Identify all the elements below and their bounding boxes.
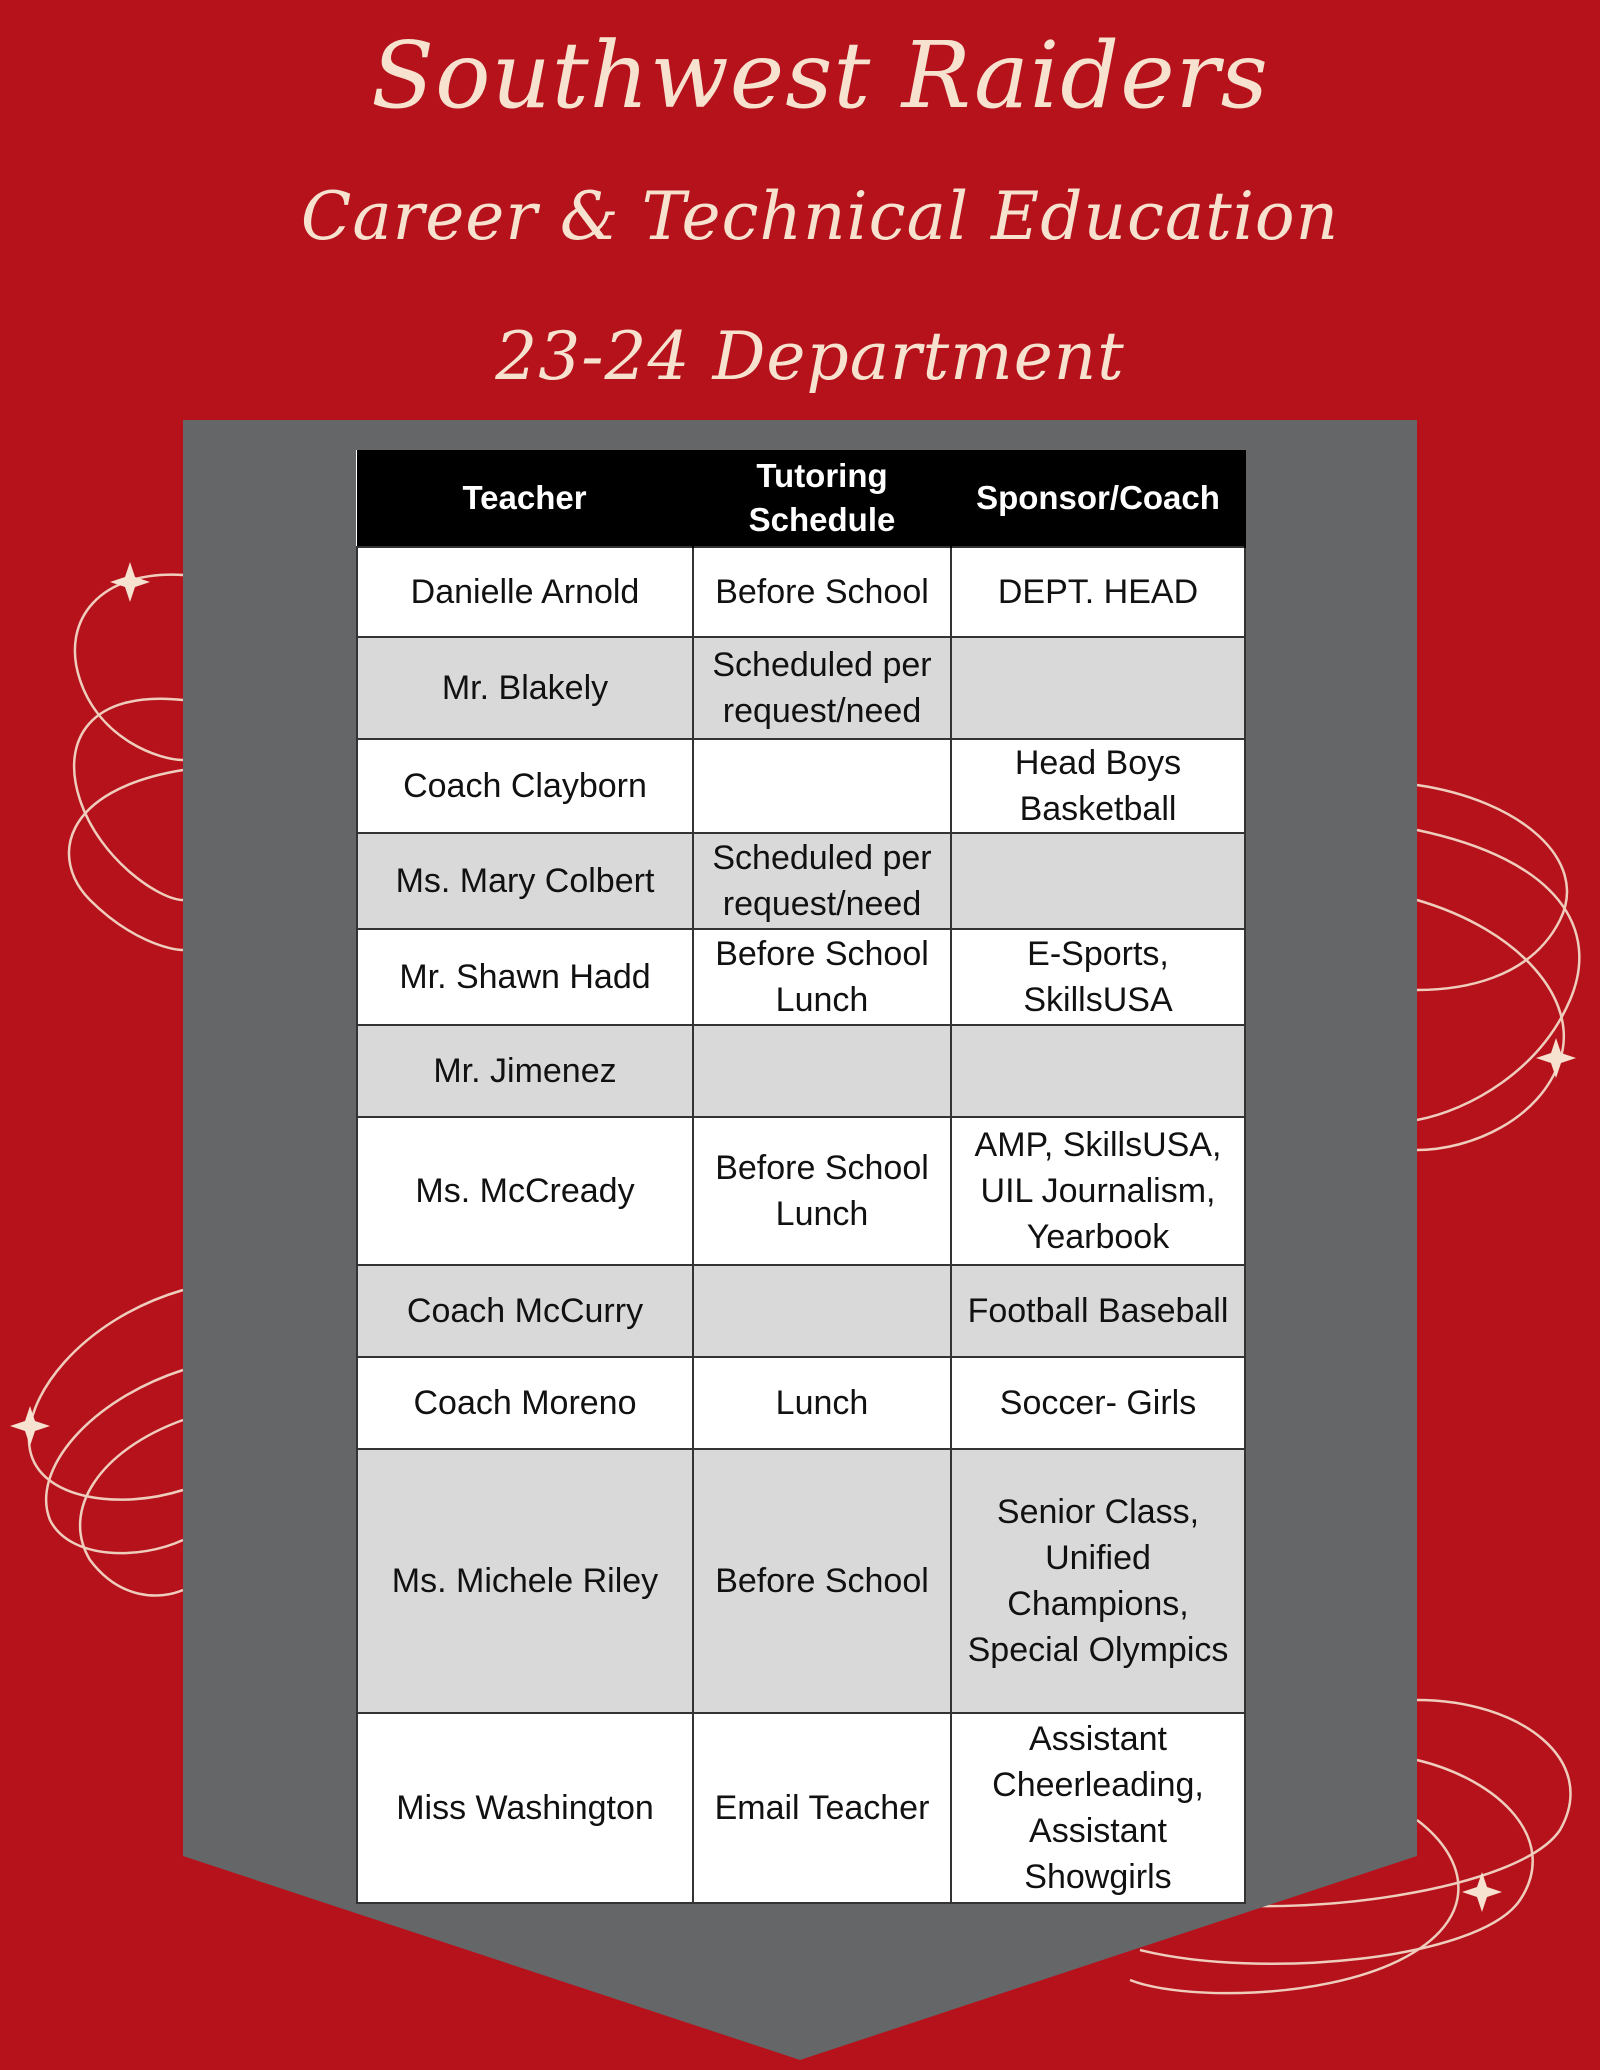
table-row [357,637,1245,739]
header-teacher: Teacher [357,450,693,547]
table-row [357,1449,1245,1713]
table-row [357,929,1245,1025]
teacher-cell: Coach Moreno [357,1357,693,1449]
tutoring-cell: Before School [693,547,951,637]
teacher-cell: Ms. Michele Riley [357,1449,693,1713]
sponsor-cell: AMP, SkillsUSA, UIL Journalism, Yearbook [951,1117,1245,1265]
teacher-cell: Ms. McCready [357,1117,693,1265]
table-row [357,1117,1245,1265]
teacher-cell: Ms. Mary Colbert [357,833,693,929]
sponsor-cell: Head Boys Basketball [951,739,1245,833]
year-subtitle: 23-24 Department [495,318,1125,395]
table-row [357,1357,1245,1449]
sponsor-cell [951,1025,1245,1117]
sponsor-cell: Senior Class, Unified Champions, Special Olympics [951,1449,1245,1713]
tutoring-cell: Scheduled per request/need [693,833,951,929]
teacher-cell: Coach McCurry [357,1265,693,1357]
teacher-cell: Danielle Arnold [357,547,693,637]
tutoring-cell: Before School Lunch [693,929,951,1025]
table-row [357,833,1245,929]
tutoring-cell: Before School [693,1449,951,1713]
sponsor-cell: Assistant Cheerleading, Assistant Showgirls [951,1713,1245,1903]
table-row [357,1025,1245,1117]
sponsor-cell: Football Baseball [951,1265,1245,1357]
teacher-cell: Coach Clayborn [357,739,693,833]
table-row [357,739,1245,833]
teacher-cell: Miss Washington [357,1713,693,1903]
table-row [357,1713,1245,1903]
tutoring-cell: Scheduled per request/need [693,637,951,739]
header-tutoring: Tutoring Schedule [693,450,951,547]
sponsor-cell: DEPT. HEAD [951,547,1245,637]
school-name-title: Southwest Raiders [371,22,1269,129]
sponsor-cell [951,637,1245,739]
teacher-cell: Mr. Jimenez [357,1025,693,1117]
table-row [357,547,1245,637]
department-table [356,450,1246,1904]
tutoring-cell [693,739,951,833]
tutoring-cell [693,1025,951,1117]
sponsor-cell [951,833,1245,929]
table-row [357,1265,1245,1357]
sponsor-cell: E-Sports, SkillsUSA [951,929,1245,1025]
tutoring-cell: Before School Lunch [693,1117,951,1265]
header-sponsor: Sponsor/Coach [951,450,1245,547]
tutoring-cell [693,1265,951,1357]
teacher-cell: Mr. Shawn Hadd [357,929,693,1025]
teacher-cell: Mr. Blakely [357,637,693,739]
tutoring-cell: Email Teacher [693,1713,951,1903]
tutoring-cell: Lunch [693,1357,951,1449]
sponsor-cell: Soccer- Girls [951,1357,1245,1449]
department-subtitle: Career & Technical Education [300,178,1340,255]
table-header-row [357,450,1245,547]
